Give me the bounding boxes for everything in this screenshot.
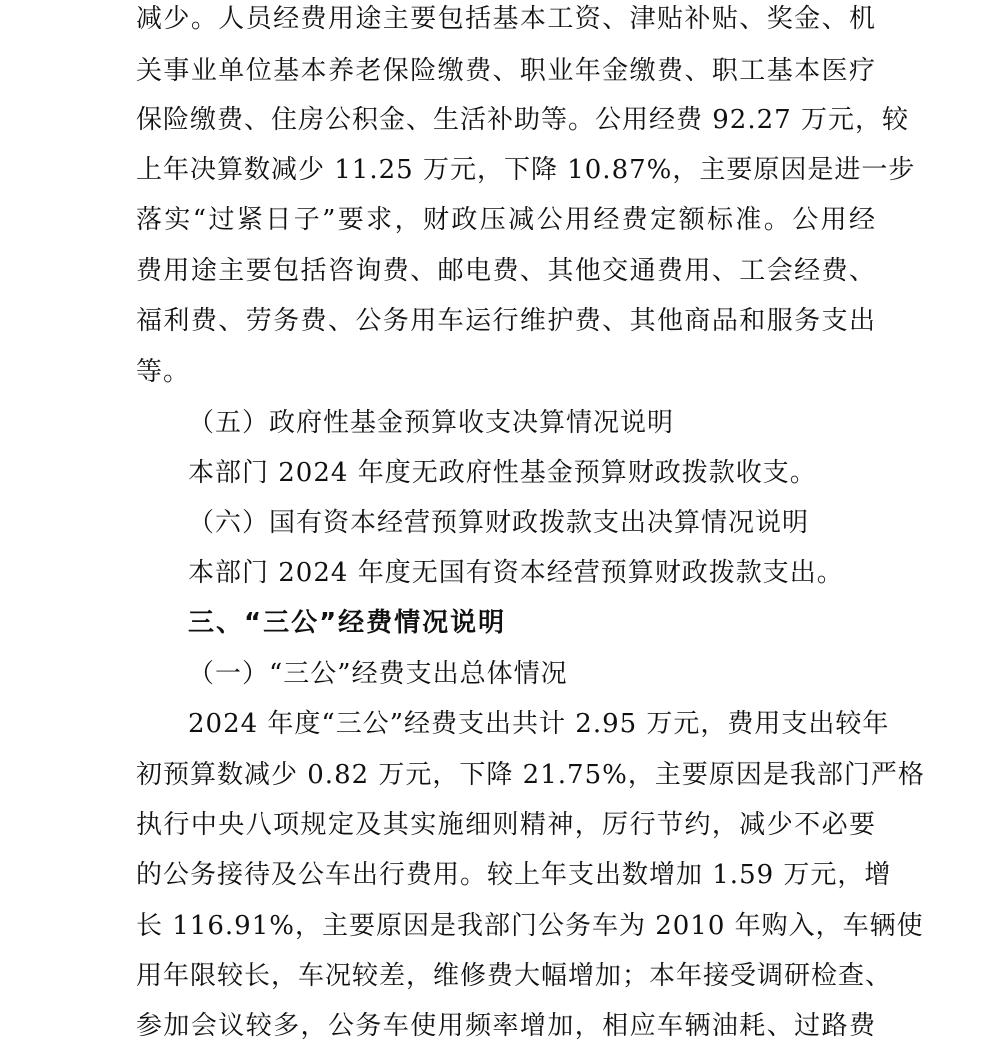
paragraph-line: 落实“过紧日子”要求，财政压减公用经费定额标准。公用经: [136, 205, 876, 235]
section-heading-3: 三、“三公”经费情况说明: [188, 608, 507, 638]
paragraph-line: 执行中央八项规定及其实施细则精神，厉行节约，减少不必要: [136, 810, 876, 840]
paragraph-line: 等。: [136, 357, 191, 387]
paragraph-line: 本部门 2024 年度无政府性基金预算财政拨款收支。: [188, 458, 817, 488]
section-heading-5: （五）政府性基金预算收支决算情况说明: [188, 408, 675, 438]
paragraph-line: 费用途主要包括咨询费、邮电费、其他交通费用、工会经费、: [136, 256, 876, 286]
paragraph-line: 上年决算数减少 11.25 万元，下降 10.87%，主要原因是进一步: [136, 155, 916, 185]
paragraph-line: 福利费、劳务费、公务用车运行维护费、其他商品和服务支出: [136, 306, 876, 336]
section-heading-6: （六）国有资本经营预算财政拨款支出决算情况说明: [188, 508, 810, 538]
paragraph-line: 参加会议较多，公务车使用频率增加，相应车辆油耗、过路费: [136, 1011, 876, 1041]
paragraph-line: 初预算数减少 0.82 万元，下降 21.75%，主要原因是我部门严格: [136, 760, 925, 790]
paragraph-line: 2024 年度“三公”经费支出共计 2.95 万元，费用支出较年: [188, 709, 890, 739]
subsection-heading-1: （一）“三公”经费支出总体情况: [188, 659, 568, 689]
paragraph-line: 用年限较长，车况较差，维修费大幅增加；本年接受调研检查、: [136, 961, 893, 991]
paragraph-line: 减少。人员经费用途主要包括基本工资、津贴补贴、奖金、机: [136, 4, 876, 34]
paragraph-line: 本部门 2024 年度无国有资本经营预算财政拨款支出。: [188, 558, 844, 588]
paragraph-line: 的公务接待及公车出行费用。较上年支出数增加 1.59 万元，增: [136, 860, 892, 890]
paragraph-line: 长 116.91%，主要原因是我部门公务车为 2010 年购入，车辆使: [136, 911, 924, 941]
paragraph-line: 保险缴费、住房公积金、生活补助等。公用经费 92.27 万元，较: [136, 105, 909, 135]
paragraph-line: 关事业单位基本养老保险缴费、职业年金缴费、职工基本医疗: [136, 56, 876, 86]
